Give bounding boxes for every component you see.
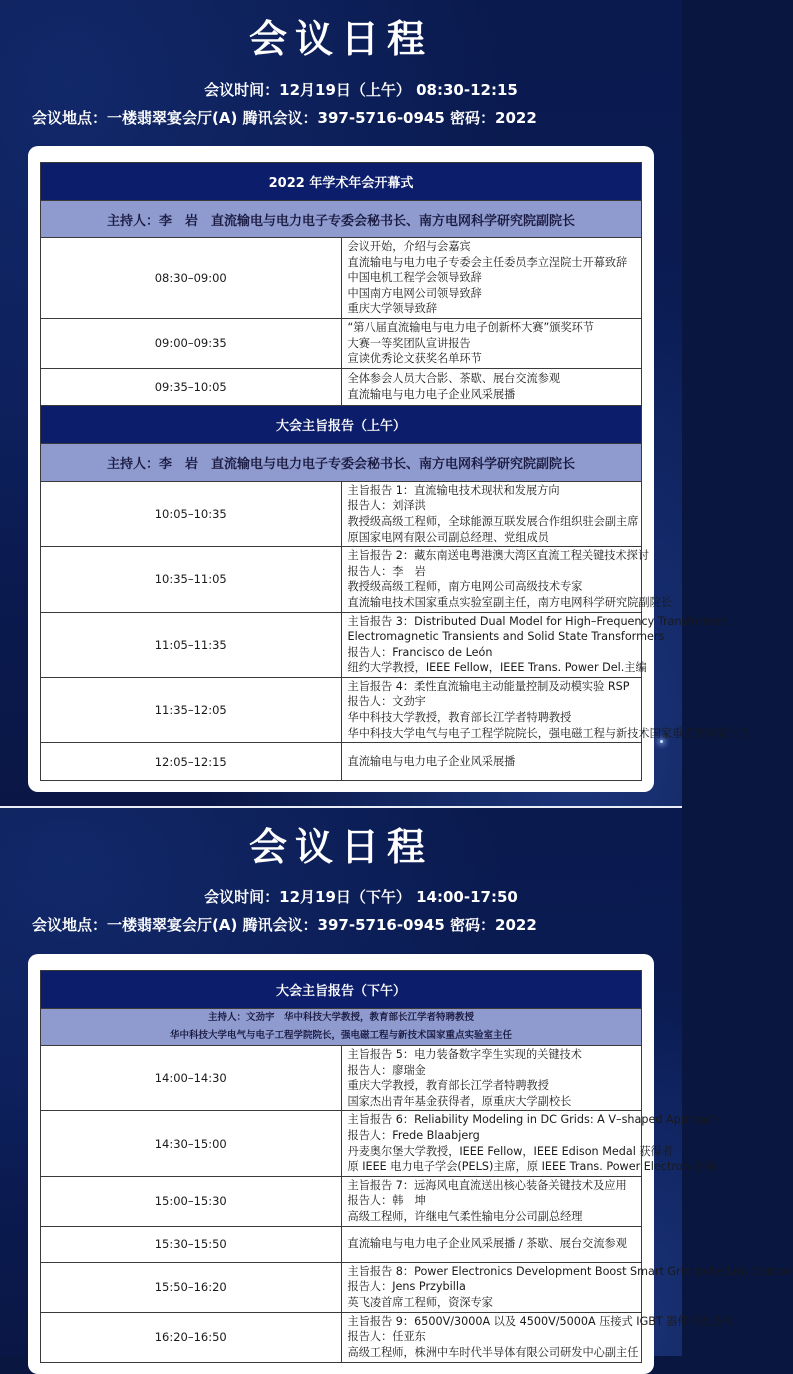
time-slot: 12:05–12:15 — [41, 743, 342, 781]
content-line: 高级工程师，株洲中车时代半导体有限公司研发中心副主任 — [347, 1346, 639, 1360]
content-line: Electromagnetic Transients and Solid State Transformers — [347, 630, 665, 644]
section-header: 大会主旨报告（下午） — [41, 971, 642, 1009]
session-content — [341, 1176, 642, 1226]
content-line: 直流输电与电力电子企业风采展播 — [347, 387, 516, 401]
time-slot: 09:35–10:05 — [41, 368, 342, 405]
session-content — [341, 1262, 793, 1312]
content-line: 中国电机工程学会领导致辞 — [347, 271, 482, 285]
schedule-row — [41, 547, 642, 612]
schedule-row — [41, 1176, 642, 1226]
time-slot: 10:05–10:35 — [41, 481, 342, 546]
time-slot: 15:00–15:30 — [41, 1176, 342, 1226]
content-line: 主旨报告 2：藏东南送电粤港澳大湾区直流工程关键技术探讨 — [347, 549, 650, 563]
content-line: 报告人：Jens Przybilla — [347, 1280, 466, 1294]
schedule-row — [41, 481, 642, 546]
content-line: 教授级高级工程师，全球能源互联发展合作组织驻会副主席 — [347, 514, 639, 528]
session-content — [341, 1312, 734, 1362]
session-content — [341, 1111, 720, 1176]
session-content — [341, 743, 642, 781]
content-line: 教授级高级工程师，南方电网公司高级技术专家 — [347, 580, 583, 594]
session-content — [341, 481, 642, 546]
schedule-row — [41, 743, 642, 781]
content-line: 主旨报告 9：6500V/3000A 以及 4500V/5000A 压接式 IGBT 器件关键技术 — [347, 1314, 734, 1328]
schedule-row — [41, 612, 642, 677]
content-line: 报告人：Frede Blaabjerg — [347, 1128, 480, 1142]
time-slot: 09:00–09:35 — [41, 318, 342, 368]
time-slot: 08:30–09:00 — [41, 238, 342, 319]
schedule-row — [41, 1312, 642, 1362]
content-line: 报告人：文劲宇 — [347, 695, 426, 709]
schedule-row — [41, 318, 642, 368]
time-slot: 16:20–16:50 — [41, 1312, 342, 1362]
content-line: 报告人：廖瑞金 — [347, 1063, 426, 1077]
time-slot: 11:35–12:05 — [41, 677, 342, 742]
session-content — [341, 677, 751, 742]
content-line: 主旨报告 3：Distributed Dual Model for High–Frequency Transformer: — [347, 614, 729, 628]
session-content — [341, 368, 642, 405]
meeting-location: 会议地点：一楼翡翠宴会厅(A) 腾讯会议：397-5716-0945 密码：2022 — [32, 109, 537, 127]
meeting-time: 会议时间：12月19日（上午） 08:30-12:15 — [204, 81, 518, 99]
meeting-time: 会议时间：12月19日（下午） 14:00-17:50 — [204, 888, 518, 906]
content-line: 直流输电与电力电子企业风采展播 — [347, 754, 516, 768]
sparkle-decoration — [660, 740, 663, 743]
schedule-table — [40, 162, 751, 781]
schedule-card — [28, 146, 751, 792]
content-line: 中国南方电网公司领导致辞 — [347, 286, 482, 300]
content-line: 主旨报告 8：Power Electronics Development Boost Smart Grid to be Low Carbon — [347, 1264, 793, 1278]
content-line: 国家杰出青年基金获得者，原重庆大学副校长 — [347, 1094, 572, 1108]
time-slot: 15:30–15:50 — [41, 1226, 342, 1262]
meeting-location: 会议地点：一楼翡翠宴会厅(A) 腾讯会议：397-5716-0945 密码：2022 — [32, 916, 537, 934]
content-line: 主旨报告 1：直流输电技术现状和发展方向 — [347, 483, 560, 497]
time-slot: 14:30–15:00 — [41, 1111, 342, 1176]
content-line: 会议开始，介绍与会嘉宾 — [347, 240, 471, 253]
schedule-table — [40, 970, 793, 1363]
content-line: 华中科技大学教授，教育部长江学者特聘教授 — [347, 711, 572, 725]
session-content — [341, 1046, 642, 1111]
afternoon-panel — [0, 808, 793, 1360]
content-line: 直流输电技术国家重点实验室副主任，南方电网科学研究院副院长 — [347, 595, 672, 609]
content-line: 原国家电网有限公司副总经理、党组成员 — [347, 530, 549, 544]
session-content — [341, 318, 642, 368]
content-line: 直流输电与电力电子企业风采展播 / 茶歇、展台交流参观 — [347, 1237, 627, 1251]
content-line: 直流输电与电力电子专委会主任委员李立浧院士开幕致辞 — [347, 255, 628, 269]
content-line: “第八届直流输电与电力电子创新杯大赛”颁奖环节 — [347, 320, 595, 334]
content-line: 重庆大学领导致辞 — [347, 302, 438, 316]
host-line: 华中科技大学电气与电子工程学院院长，强电磁工程与新技术国家重点实验室主任 — [169, 1030, 512, 1041]
content-line: 主旨报告 4：柔性直流输电主动能量控制及动模实验 RSP — [347, 679, 630, 693]
content-line: 原 IEEE 电力电子学会(PELS)主席，原 IEEE Trans. Power Electron.主编 — [347, 1160, 716, 1174]
content-line: 报告人：李 岩 — [347, 564, 426, 578]
schedule-row — [41, 368, 642, 405]
content-line: 主旨报告 5：电力装备数字孪生实现的关键技术 — [347, 1048, 582, 1061]
content-line: 主旨报告 6：Reliability Modeling in DC Grids: A V–shaped Approach — [347, 1113, 720, 1127]
schedule-row — [41, 1046, 642, 1111]
page-title: 会议日程 — [248, 17, 433, 61]
section-header: 大会主旨报告（上午） — [41, 405, 642, 443]
host-line: 主持人：文劲宇 华中科技大学教授，教育部长江学者特聘教授 — [207, 1012, 474, 1023]
schedule-row — [41, 677, 642, 742]
session-content — [341, 547, 672, 612]
content-line: 报告人：刘泽洪 — [347, 499, 426, 513]
schedule-row — [41, 238, 642, 319]
schedule-row — [41, 1226, 642, 1262]
content-line: 宣读优秀论文获奖名单环节 — [347, 352, 482, 366]
host-row: 主持人：李 岩 直流输电与电力电子专委会秘书长、南方电网科学研究院副院长 — [41, 443, 642, 481]
time-slot: 10:35–11:05 — [41, 547, 342, 612]
time-slot: 11:05–11:35 — [41, 612, 342, 677]
content-line: 丹麦奥尔堡大学教授，IEEE Fellow，IEEE Edison Medal 获得者 — [347, 1144, 673, 1158]
content-line: 大赛一等奖团队宣讲报告 — [347, 336, 471, 350]
section-header: 2022 年学术年会开幕式 — [41, 163, 642, 201]
schedule-row — [41, 1111, 642, 1176]
content-line: 华中科技大学电气与电子工程学院院长，强电磁工程与新技术国家重点实验室主任 — [347, 726, 751, 740]
time-slot: 14:00–14:30 — [41, 1046, 342, 1111]
content-line: 主旨报告 7：远海风电直流送出核心装备关键技术及应用 — [347, 1178, 627, 1192]
host-row: 主持人：李 岩 直流输电与电力电子专委会秘书长、南方电网科学研究院副院长 — [41, 201, 642, 238]
session-content — [341, 238, 642, 319]
page-title: 会议日程 — [248, 825, 433, 869]
content-line: 全体参会人员大合影、茶歇、展台交流参观 — [347, 372, 561, 386]
content-line: 英飞凌首席工程师，资深专家 — [347, 1296, 493, 1310]
session-content — [341, 612, 729, 677]
schedule-card — [28, 954, 793, 1374]
content-line: 纽约大学教授，IEEE Fellow，IEEE Trans. Power Del.主编 — [347, 661, 647, 675]
session-content — [341, 1226, 642, 1262]
schedule-row — [41, 1262, 642, 1312]
content-line: 报告人：任亚东 — [347, 1330, 426, 1344]
content-line: 高级工程师，许继电气柔性输电分公司副总经理 — [347, 1210, 583, 1224]
content-line: 重庆大学教授，教育部长江学者特聘教授 — [347, 1079, 549, 1093]
time-slot: 15:50–16:20 — [41, 1262, 342, 1312]
content-line: 报告人：Francisco de León — [347, 645, 493, 659]
content-line: 报告人：韩 坤 — [347, 1194, 426, 1208]
host-row — [41, 1009, 642, 1046]
